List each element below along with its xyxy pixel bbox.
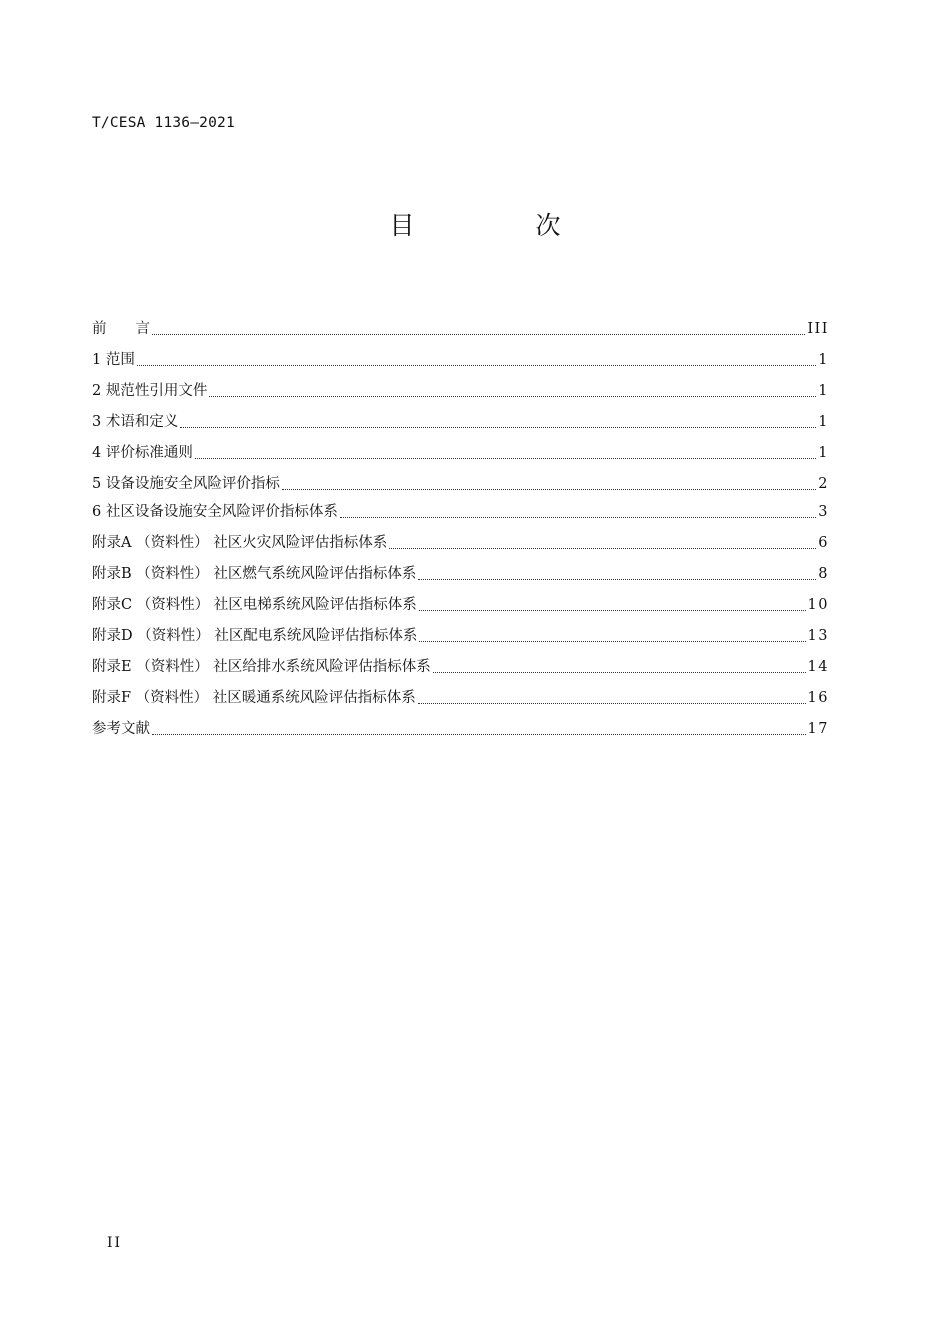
toc-entry-page: III (807, 321, 829, 337)
toc-leader-dots (137, 364, 816, 366)
toc-leader-dots (433, 671, 806, 673)
toc-entry-label: 附录A （资料性） 社区火灾风险评估指标体系 (92, 535, 388, 551)
toc-entry[interactable] (92, 410, 829, 432)
toc-entry[interactable] (92, 562, 829, 584)
page-number: II (107, 1235, 123, 1251)
toc-entry[interactable] (92, 379, 829, 401)
toc-leader-dots (419, 640, 805, 642)
toc-leader-dots (340, 516, 816, 518)
toc-entry-label: 附录C （资料性） 社区电梯系统风险评估指标体系 (92, 597, 417, 613)
toc-entry[interactable] (92, 531, 829, 553)
toc-entry-label: 1 范围 (92, 352, 135, 368)
toc-entry[interactable] (92, 500, 829, 522)
toc-leader-dots (419, 609, 806, 611)
toc-entry-label: 前 言 (92, 321, 150, 337)
toc-entry[interactable] (92, 441, 829, 463)
toc-entry-page: 1 (818, 352, 829, 368)
toc-entry-label: 2 规范性引用文件 (92, 383, 208, 399)
toc-entry[interactable] (92, 655, 829, 677)
toc-entry-page: 16 (807, 690, 829, 706)
toc-entry-label: 参考文献 (92, 721, 150, 737)
toc-leader-dots (389, 547, 816, 549)
toc-entry-label: 附录D （资料性） 社区配电系统风险评估指标体系 (92, 628, 418, 644)
toc-entry-label: 3 术语和定义 (92, 414, 179, 430)
toc-entry[interactable] (92, 717, 829, 739)
toc-entry[interactable] (92, 593, 829, 615)
toc-entry-page: 17 (807, 721, 829, 737)
toc-entry-label: 4 评价标准通则 (92, 445, 193, 461)
toc-entry-label: 附录E （资料性） 社区给排水系统风险评估指标体系 (92, 659, 431, 675)
toc-leader-dots (418, 702, 806, 704)
toc-leader-dots (152, 733, 806, 735)
toc-entry-page: 14 (807, 659, 829, 675)
toc-leader-dots (282, 488, 816, 490)
toc-leader-dots (180, 426, 816, 428)
toc-entry-label: 5 设备设施安全风险评价指标 (92, 476, 280, 492)
toc-entry-page: 1 (818, 445, 829, 461)
document-code: T/CESA 1136—2021 (92, 115, 235, 131)
toc-entry[interactable] (92, 317, 829, 339)
toc-entry-page: 2 (818, 476, 829, 492)
toc-entry-page: 1 (818, 414, 829, 430)
toc-entry[interactable] (92, 348, 829, 370)
toc-leader-dots (152, 333, 805, 335)
toc-leader-dots (418, 578, 816, 580)
toc-entry-page: 1 (818, 383, 829, 399)
toc-entry-page: 3 (818, 504, 829, 520)
toc-entry-label: 附录B （资料性） 社区燃气系统风险评估指标体系 (92, 566, 417, 582)
toc-entry[interactable] (92, 472, 829, 494)
toc-title: 目 次 (389, 211, 609, 240)
toc-entry-page: 6 (818, 535, 829, 551)
toc-entry[interactable] (92, 624, 829, 646)
toc-entry-label: 附录F （资料性） 社区暖通系统风险评估指标体系 (92, 690, 416, 706)
toc-entry-page: 10 (807, 597, 829, 613)
toc-entry-page: 8 (818, 566, 829, 582)
toc-leader-dots (209, 395, 816, 397)
toc-entry[interactable] (92, 686, 829, 708)
toc-entry-label: 6 社区设备设施安全风险评价指标体系 (92, 504, 338, 520)
toc-leader-dots (195, 457, 816, 459)
toc-entry-page: 13 (807, 628, 829, 644)
